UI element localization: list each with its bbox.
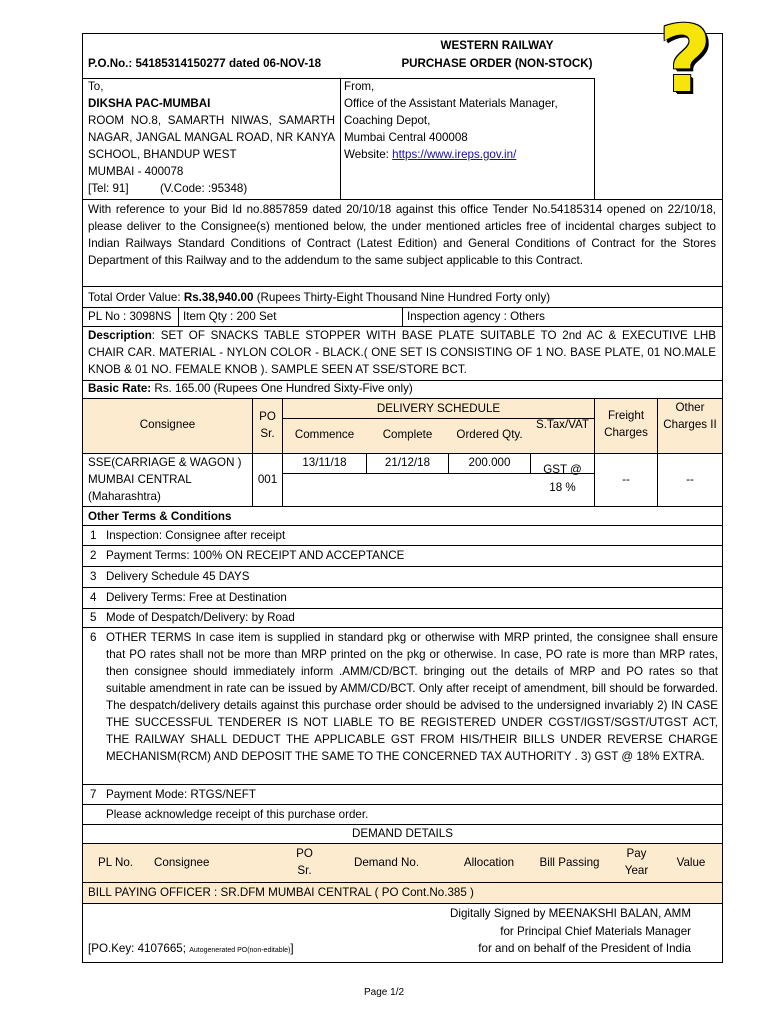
demand-header-allocation: Allocation bbox=[463, 856, 515, 869]
term-number: 2 bbox=[90, 549, 97, 562]
row-consignee-line1: SSE(CARRIAGE & WAGON ) bbox=[88, 456, 242, 469]
header-complete: Complete bbox=[382, 428, 433, 441]
demand-header-pl-no: PL No. bbox=[97, 856, 133, 869]
total-amount: Rs.38,940.00 bbox=[183, 291, 254, 304]
acknowledge-note: Please acknowledge receipt of this purchase order. bbox=[106, 808, 369, 821]
term-text: Delivery Schedule 45 DAYS bbox=[106, 570, 250, 583]
header-freight: Freight Charges bbox=[604, 409, 648, 439]
term-text: Delivery Terms: Free at Destination bbox=[106, 591, 287, 604]
item-description bbox=[88, 327, 716, 378]
website-link[interactable]: https://www.ireps.gov.in/ bbox=[392, 148, 517, 161]
other-terms-heading: Other Terms & Conditions bbox=[88, 510, 232, 523]
document-type: PURCHASE ORDER (NON-STOCK) bbox=[401, 57, 593, 70]
header-other-charges: Other Charges II bbox=[663, 401, 717, 431]
po-key bbox=[88, 940, 294, 959]
to-label: To, bbox=[88, 80, 104, 93]
organization-title: WESTERN RAILWAY bbox=[440, 39, 554, 52]
description-text: : SET OF SNACKS TABLE STOPPER WITH BASE PLATE SUITABLE TO 2nd AC & EXECUTIVE LHB CHAIR CAR. MATERIAL - NYLON COLOR - BLACK.( ONE SET IS CONSISTING OF 1 NO. BASE PLATE, 01 NO.MALE KNOB & 01 NO. FEMALE KNOB ). SAMPLE SEEN AT SSE/STORE BCT. bbox=[88, 329, 716, 376]
supplier-vcode: (V.Code: :95348) bbox=[160, 182, 248, 195]
question-mark-icon: ? bbox=[658, 6, 712, 113]
header-delivery-schedule: DELIVERY SCHEDULE bbox=[376, 402, 501, 415]
pl-number: PL No : 3098NS bbox=[88, 310, 172, 323]
row-ordered-qty: 200.000 bbox=[468, 456, 511, 469]
row-commence: 13/11/18 bbox=[302, 456, 347, 469]
term-text: OTHER TERMS In case item is supplied in standard pkg or otherwise with MRP printed, the consignee shall ensure that PO rates shall not be more than MRP printed on the pkg or otherwise. In case, PO rate is more than MRP rates, then consignee should immediately inform .AMM/CD/BCT. bringing out the details of MRP and PO rates so that suitable amendment in rate can be issued by AMM/CD/BCT. Only after receipt of amendment, bill should be forwarded. The despatch/delivery details against this purchase order should be advised to the undersigned invariably 2) IN CASE THE SUCCESSFUL TENDERER IS NOT LIABLE TO BE REGISTERED UNDER CGST/IGST/SGST/UTGST ACT, THE RAILWAY SHALL DEDUCT THE APPLICABLE GST FROM HIS/THEIR BILLS UNDER REVERSE CHARGE MECHANISM(RCM) AND DEPOSIT THE SAME TO THE CONCERNED TAX AUTHORITY . 3) GST @ 18% EXTRA. bbox=[106, 631, 718, 763]
demand-header-bill-passing: Bill Passing bbox=[539, 856, 600, 869]
term-text: Payment Mode: RTGS/NEFT bbox=[106, 788, 256, 801]
website-label: Website: bbox=[344, 148, 389, 161]
from-office: Office of the Assistant Materials Manager, bbox=[344, 97, 558, 110]
header-ordered-qty: Ordered Qty. bbox=[456, 428, 523, 441]
signature-line1: Digitally Signed by MEENAKSHI BALAN, AMM bbox=[450, 907, 691, 920]
demand-header-pay-year: Pay Year bbox=[624, 847, 649, 877]
item-quantity: Item Qty : 200 Set bbox=[183, 310, 277, 323]
bill-paying-officer: BILL PAYING OFFICER : SR.DFM MUMBAI CENTRAL ( PO Cont.No.385 ) bbox=[88, 886, 474, 899]
autogenerated-note: Autogenerated PO(non-editable) bbox=[189, 947, 291, 954]
supplier-city: MUMBAI - 400078 bbox=[88, 165, 184, 178]
header-po-sr: PO Sr. bbox=[259, 410, 276, 440]
header-consignee: Consignee bbox=[139, 418, 196, 431]
inspection-agency: Inspection agency : Others bbox=[407, 310, 545, 323]
basic-rate-text: Rs. 165.00 (Rupees One Hundred Sixty-Five only) bbox=[154, 382, 413, 395]
term-text: Payment Terms: 100% ON RECEIPT AND ACCEPTANCE bbox=[106, 549, 405, 562]
page-number: Page 1/2 bbox=[363, 987, 405, 998]
from-address: Mumbai Central 400008 bbox=[344, 131, 468, 144]
total-label: Total Order Value: bbox=[88, 291, 181, 304]
demand-details-title: DEMAND DETAILS bbox=[352, 827, 453, 840]
signature-line3: for and on behalf of the President of India bbox=[478, 942, 691, 955]
term-text: Mode of Despatch/Delivery: by Road bbox=[106, 611, 295, 624]
basic-rate bbox=[88, 380, 413, 397]
description-label: Description bbox=[88, 329, 152, 342]
row-stax-line2: 18 % bbox=[549, 481, 576, 494]
demand-header-consignee: Consignee bbox=[154, 856, 210, 869]
row-other-charges: -- bbox=[686, 473, 694, 486]
supplier-tel: [Tel: 91] bbox=[88, 182, 129, 195]
row-stax-line1: GST @ bbox=[543, 463, 582, 476]
term-number: 1 bbox=[90, 529, 97, 542]
demand-header-demand-no: Demand No. bbox=[353, 856, 420, 869]
term-number: 6 bbox=[90, 631, 97, 644]
supplier-address: ROOM NO.8, SAMARTH NIWAS, SAMARTH NAGAR, JANGAL MANGAL ROAD, NR KANYA SCHOOL, BHANDUP WEST bbox=[88, 114, 335, 161]
total-words: (Rupees Thirty-Eight Thousand Nine Hundred Forty only) bbox=[256, 291, 551, 304]
reference-paragraph: With reference to your Bid Id no.8857859 dated 20/10/18 against this office Tender No.54185314 opened on 22/10/18, please deliver to the Consignee(s) mentioned below, the under mentioned articles free of incidental charges subject to Indian Railways Standard Conditions of Contract (Latest Edition) and General Conditions of Contract for the Stores Department of this Railway and to the addendum to the same subject applicable to this Contract. bbox=[88, 203, 716, 267]
term-number: 7 bbox=[90, 788, 97, 801]
header-stax: S.Tax/VAT bbox=[535, 418, 590, 431]
basic-rate-label: Basic Rate: bbox=[88, 382, 152, 395]
signature-line2: for Principal Chief Materials Manager bbox=[500, 925, 691, 938]
demand-header-po-sr: PO Sr. bbox=[296, 847, 313, 877]
header-commence: Commence bbox=[294, 428, 355, 441]
supplier-name: DIKSHA PAC-MUMBAI bbox=[88, 97, 211, 110]
term-number: 4 bbox=[90, 591, 97, 604]
from-depot: Coaching Depot, bbox=[344, 114, 431, 127]
row-consignee-line3: (Maharashtra) bbox=[88, 490, 161, 503]
po-number: P.O.No.: 54185314150277 dated 06-NOV-18 bbox=[88, 57, 322, 70]
from-website bbox=[344, 146, 516, 163]
row-freight: -- bbox=[622, 473, 630, 486]
total-order-value bbox=[88, 289, 718, 306]
row-complete: 21/12/18 bbox=[384, 456, 431, 469]
po-key-close: ] bbox=[290, 942, 294, 955]
row-po-sr: 001 bbox=[257, 473, 278, 486]
purchase-order-document bbox=[82, 33, 723, 963]
term-number: 3 bbox=[90, 570, 97, 583]
from-label: From, bbox=[344, 80, 375, 93]
demand-header-value: Value bbox=[676, 856, 706, 869]
row-consignee-line2: MUMBAI CENTRAL bbox=[88, 473, 192, 486]
term-number: 5 bbox=[90, 611, 97, 624]
po-key-text: [PO.Key: 4107665; bbox=[88, 942, 186, 955]
term-text: Inspection: Consignee after receipt bbox=[106, 529, 286, 542]
